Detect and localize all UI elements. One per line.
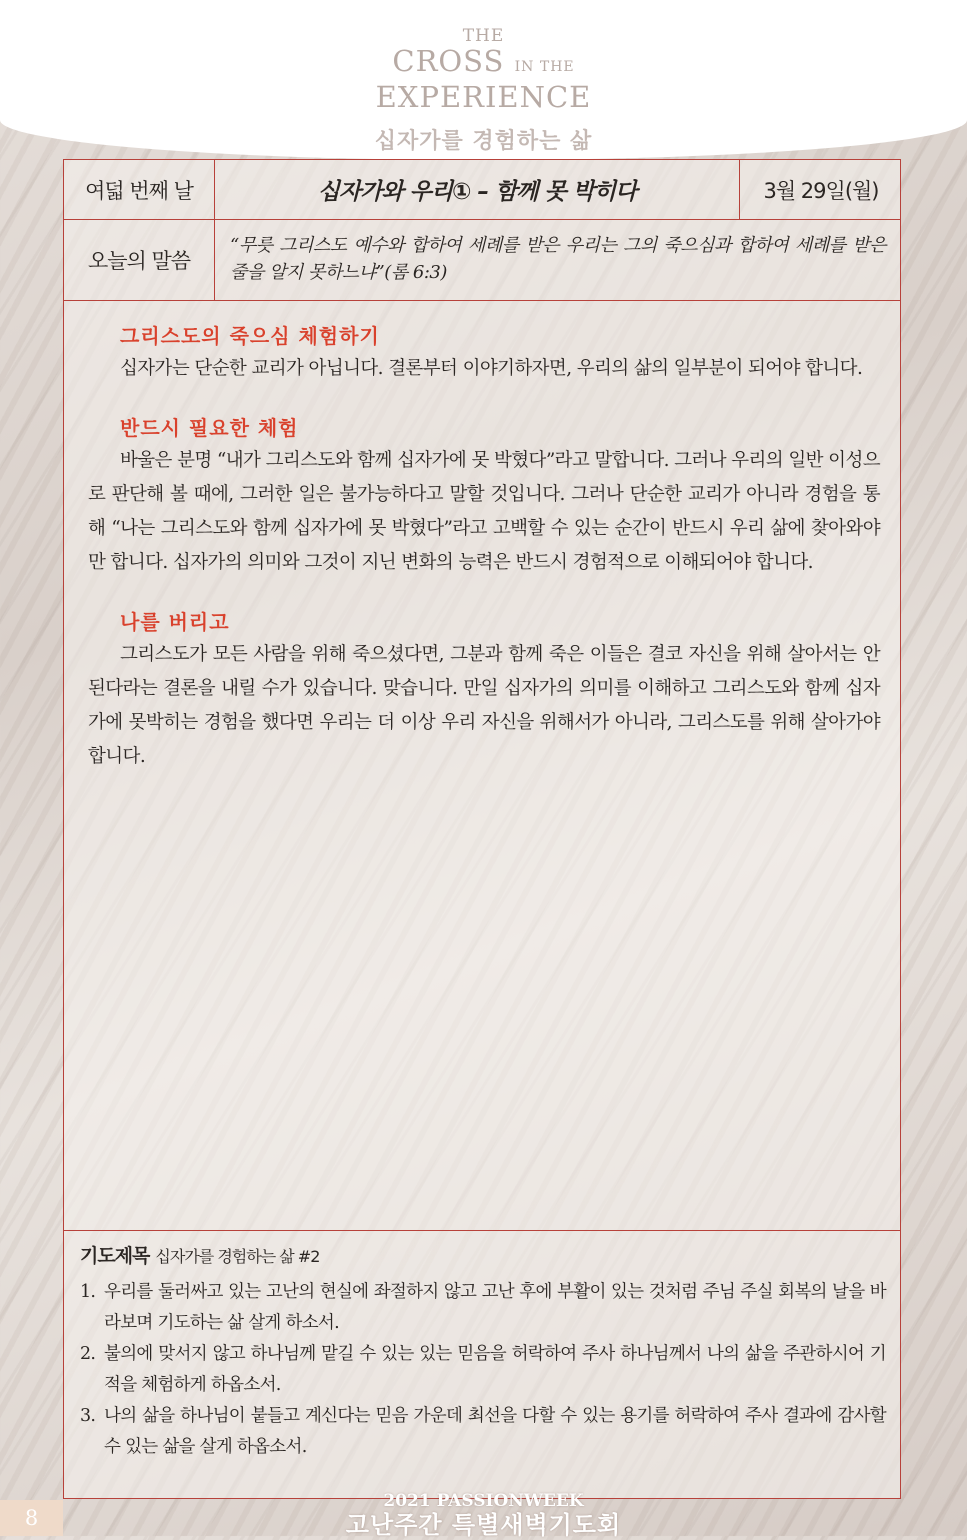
scripture-text: “무릇 그리스도 예수와 합하여 세례를 받은 우리는 그의 죽으심과 합하여 세례를 받은 줄을 알지 못하느냐”(롬 6:3): [230, 235, 886, 283]
section-title: 나를 버리고: [120, 610, 230, 634]
footer-event-year: 2021 PASSIONWEEK: [383, 1491, 584, 1511]
prayer-item-number: 2.: [80, 1344, 96, 1364]
prayer-item: [80, 1339, 886, 1401]
logo-the: THE: [462, 26, 505, 46]
section-text: 바울은 분명 “내가 그리스도와 함께 십자가에 못 박혔다”라고 말합니다. 그러나 우리의 일반 이성으로 판단해 볼 때에, 그러한 일은 불가능하다고 말할 것입니다. 그러나 단순한 교리가 아니라 경험을 통해 “나는 그리스도와 함께 십자가에 못 박혔다”라고 고백할 수 있는 순간이 반드시 우리 삶에 찾아와야만 합니다. 십자가의 의미와 그것이 지닌 변화의 능력은 반드시 경험적으로 이해되어야 합니다.: [88, 450, 880, 573]
prayer-label: 기도제목: [80, 1245, 150, 1267]
prayer-header: [80, 1242, 886, 1271]
prayer-item-text: 우리를 둘러싸고 있는 고난의 현실에 좌절하지 않고 고난 후에 부활이 있는 것처럼 주님 주실 회복의 날을 바라보며 기도하는 삶 살게 하소서.: [104, 1282, 886, 1333]
footer-event-name: 고난주간 특별새벽기도회: [345, 1511, 622, 1539]
devotion-title: 십자가와 우리① – 함께 못 박히다: [317, 179, 637, 205]
page-number: 8: [0, 1500, 63, 1536]
section-text: 십자가는 단순한 교리가 아닙니다. 결론부터 이야기하자면, 우리의 삶의 일부분이 되어야 합니다.: [120, 358, 863, 379]
word-label: 오늘의 말씀: [87, 249, 191, 273]
content-frame: [63, 159, 901, 1499]
devotion-body: [88, 320, 880, 800]
day-label: 여덟 번째 날: [85, 178, 193, 203]
section: [88, 320, 880, 386]
footer: [0, 1492, 967, 1540]
prayer-item-text: 불의에 맞서지 않고 하나님께 맡길 수 있는 있는 믿음을 허락하여 주사 하나님께서 나의 삶을 주관하시어 기적을 체험하게 하옵소서.: [104, 1344, 886, 1395]
logo-experience: EXPERIENCE: [375, 80, 592, 114]
prayer-section: [80, 1242, 886, 1463]
logo-cross: [0, 46, 967, 82]
logo: [0, 26, 967, 112]
divider: [64, 300, 900, 301]
section-text: 그리스도가 모든 사람을 위해 죽으셨다면, 그분과 함께 죽은 이들은 결코 자신을 위해 살아서는 안된다라는 결론을 내릴 수가 있습니다. 맞습니다. 만일 십자가의 의미를 이해하고 그리스도와 함께 십자가에 못박히는 경험을 했다면 우리는 더 이상 우리 자신을 위해서가 아니라, 그리스도를 위해 살아가야 합니다.: [88, 644, 880, 767]
prayer-list: [80, 1277, 886, 1463]
prayer-item-number: 1.: [80, 1282, 96, 1302]
prayer-subtitle: 십자가를 경험하는 삶 #2: [155, 1247, 320, 1266]
prayer-item-number: 3.: [80, 1406, 96, 1426]
section-title: 그리스도의 죽으심 체험하기: [120, 324, 380, 348]
section: [88, 412, 880, 580]
divider: [64, 1230, 900, 1231]
devotion-date: 3월 29일(월): [763, 178, 879, 203]
section-title: 반드시 필요한 체험: [120, 416, 299, 440]
section: [88, 606, 880, 774]
prayer-item: [80, 1277, 886, 1339]
prayer-item-text: 나의 삶을 하나님이 붙들고 계신다는 믿음 가운데 최선을 다할 수 있는 용기를 허락하여 주사 결과에 감사할 수 있는 삶을 살게 하옵소서.: [104, 1406, 886, 1457]
logo-cross-word: CROSS: [392, 44, 505, 78]
prayer-item: [80, 1401, 886, 1463]
logo-in-the: IN THE: [514, 59, 575, 75]
page-subtitle: 십자가를 경험하는 삶: [374, 129, 593, 154]
